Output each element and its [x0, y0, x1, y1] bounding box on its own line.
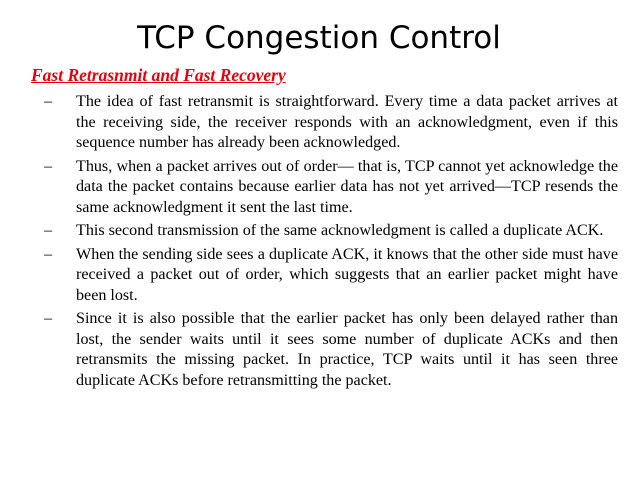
- bullet-text: The idea of fast retransmit is straightforward. Every time a data packet arrives at the receiving side, the receiver responds with an acknowledgment, even if this sequence number has already been acknowledged.: [76, 93, 618, 151]
- bullet-text: This second transmission of the same acknowledgment is called a duplicate ACK.: [76, 222, 604, 239]
- bullet-list: [44, 92, 618, 394]
- bullet-item: [44, 309, 618, 391]
- bullet-text: Since it is also possible that the earlier packet has only been delayed rather than lost, the sender waits until it sees some number of duplicate ACKs and then retransmits the missing packet. In practice, TCP waits until it has seen three duplicate ACKs before retransmitting the packet.: [76, 310, 618, 389]
- bullet-dash: –: [44, 245, 53, 263]
- bullet-item: [44, 245, 618, 307]
- bullet-item: [44, 92, 618, 154]
- bullet-text: When the sending side sees a duplicate ACK, it knows that the other side must have received a packet out of order, which suggests that an earlier packet might have been lost.: [76, 245, 618, 304]
- bullet-dash: –: [44, 93, 53, 110]
- bullet-item: [44, 157, 618, 219]
- bullet-item: [44, 221, 618, 242]
- slide-subtitle: Fast Retrasnmit and Fast Recovery: [31, 65, 286, 85]
- bullet-dash: –: [44, 222, 53, 239]
- bullet-dash: –: [44, 157, 53, 175]
- bullet-text: Thus, when a packet arrives out of order— that is, TCP cannot yet acknowledge the data the packet contains because earlier data has not yet arrived—TCP resends the same acknowledgment it sent the last time.: [76, 157, 618, 216]
- slide-title: TCP Congestion Control: [137, 20, 501, 56]
- bullet-dash: –: [44, 310, 53, 327]
